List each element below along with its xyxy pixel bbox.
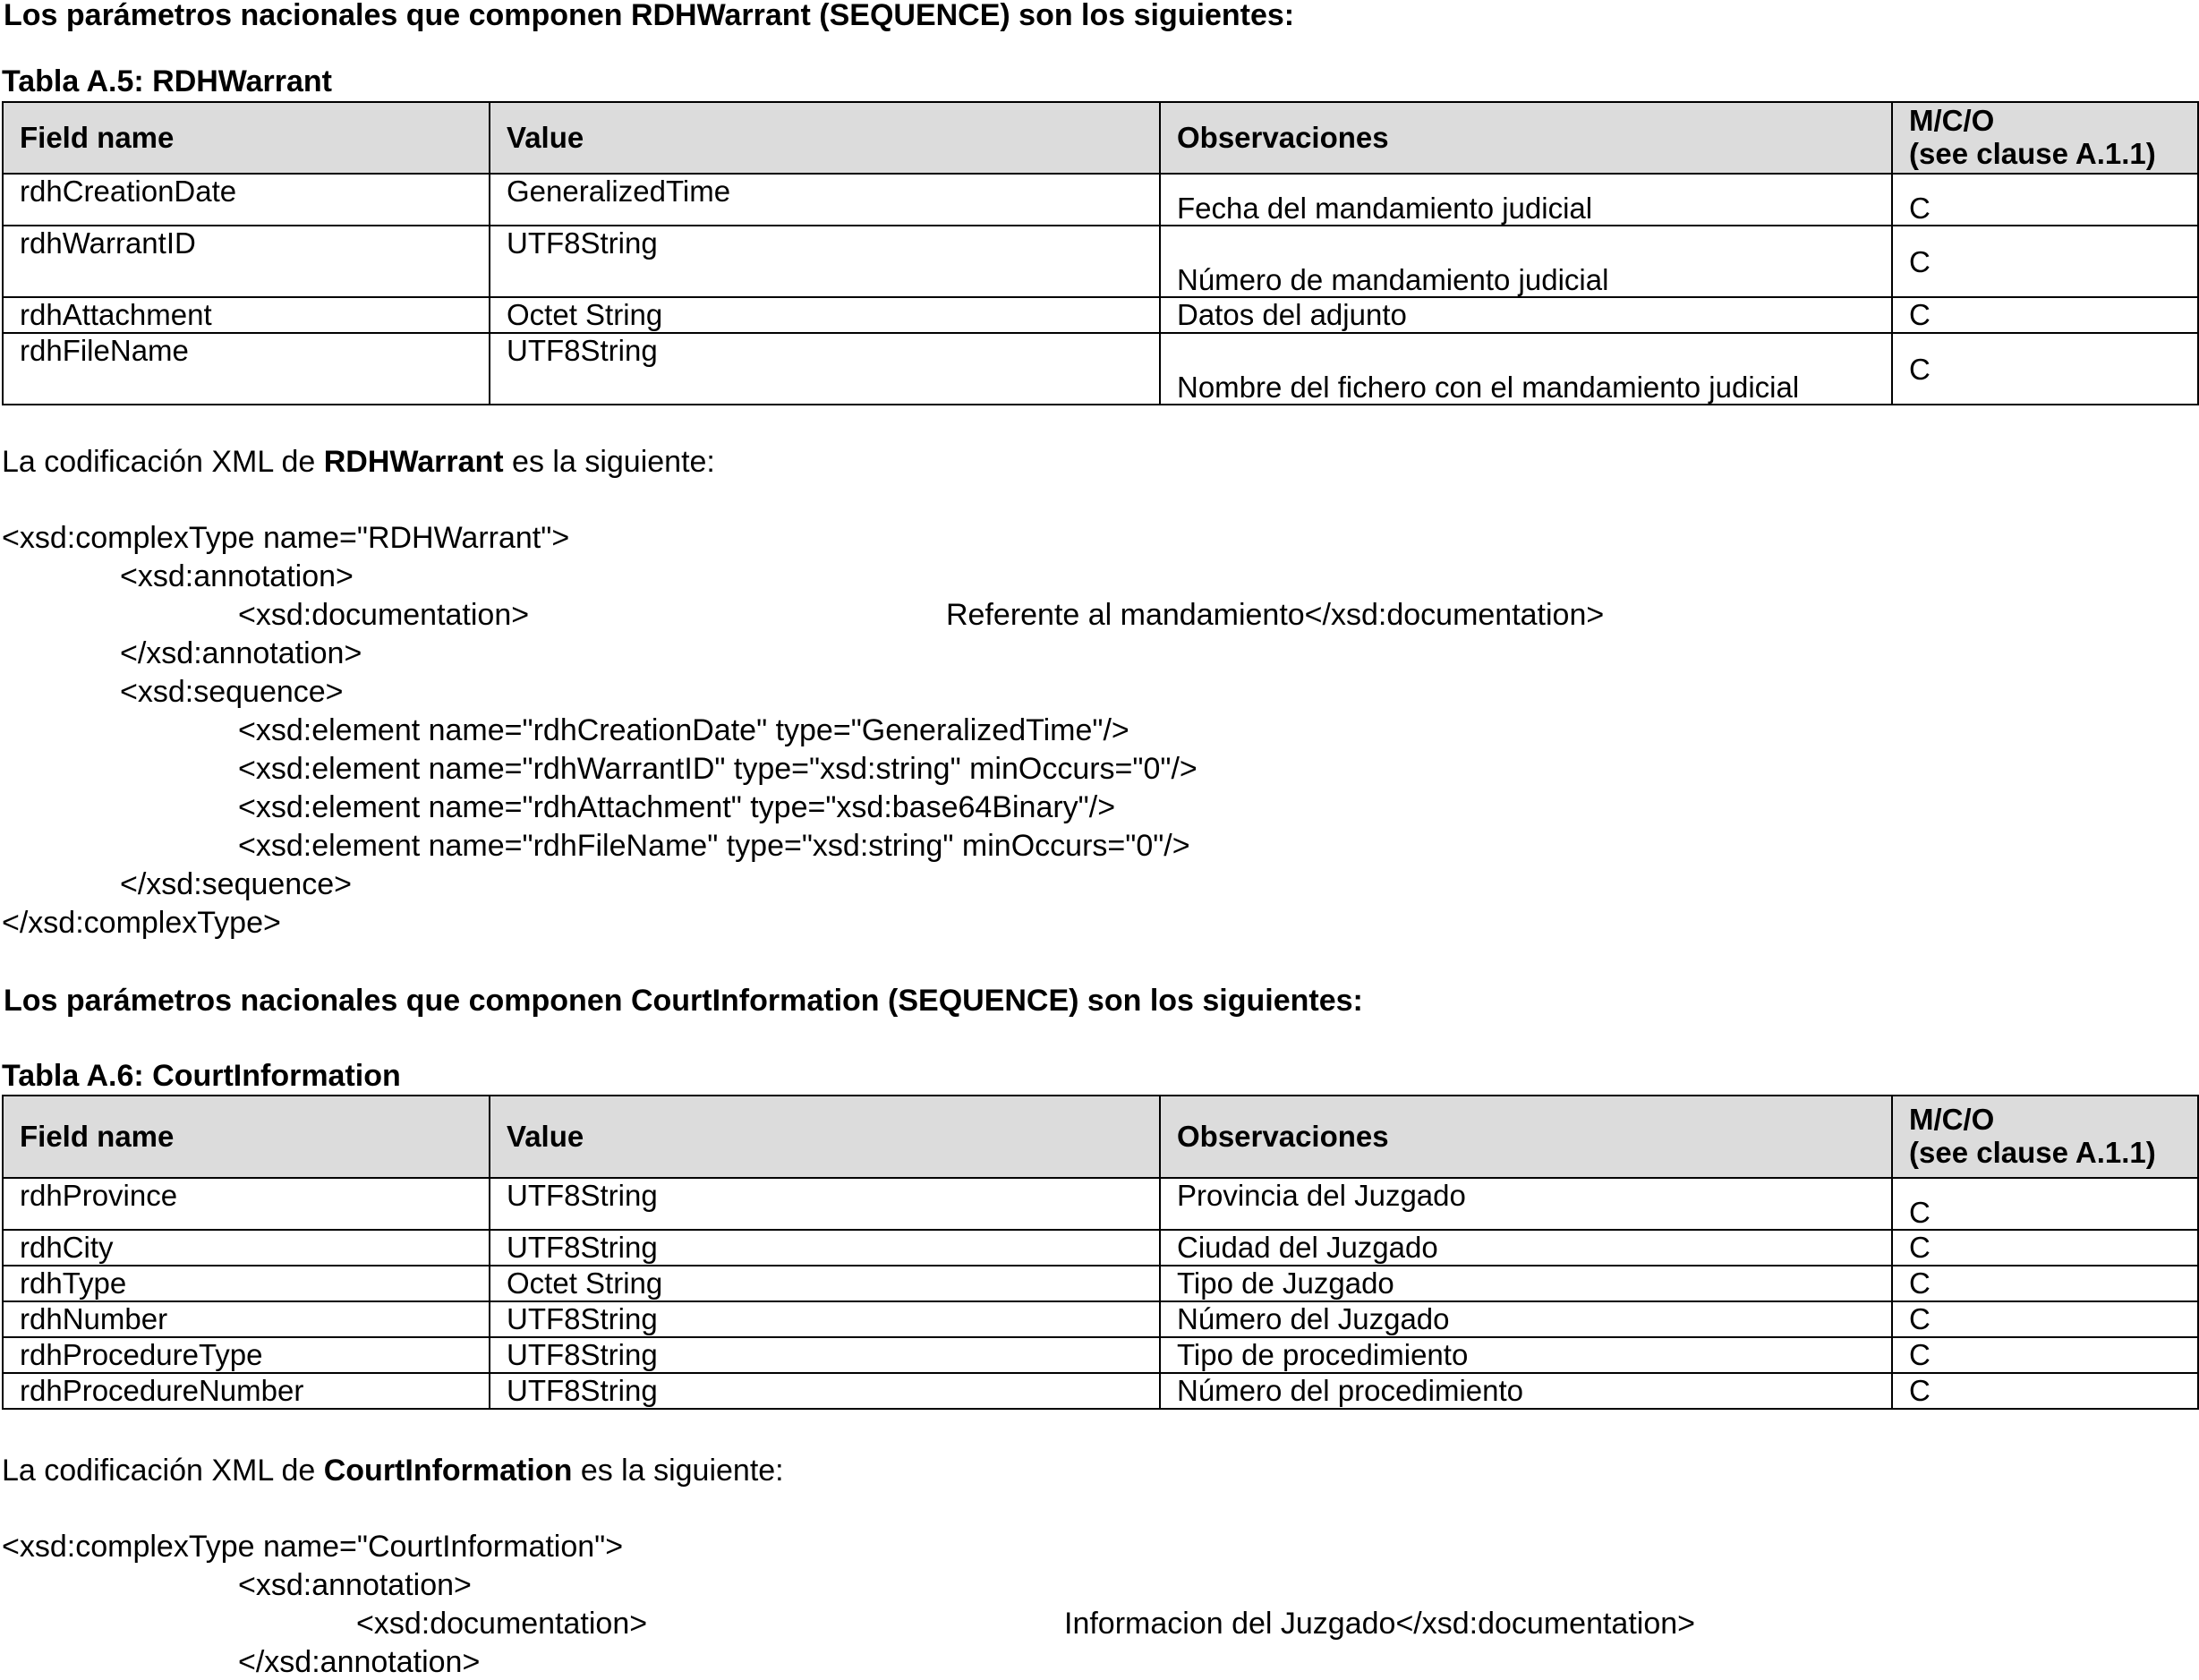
xml-line: </xsd:sequence> (120, 867, 352, 901)
intro-bold-term: CourtInformation (323, 1454, 573, 1488)
cell-value: UTF8String (490, 1373, 1160, 1409)
cell-value: Octet String (490, 1266, 1160, 1301)
intro-text-end: es la siguiente: (572, 1454, 784, 1488)
cell-mco: C (1892, 333, 2198, 405)
header-mco-line1: M/C/O (1909, 104, 1995, 138)
table-row (3, 333, 2198, 405)
xml-line: <xsd:element name="rdhFileName" type="xsd:string" minOccurs="0"/> (238, 829, 1190, 863)
cell-observacion: Número del procedimiento (1160, 1373, 1892, 1409)
intro-text: La codificación XML de (2, 1454, 324, 1488)
table-header-row (3, 1096, 2198, 1178)
section-heading-rdhwarrant: Los parámetros nacionales que componen RDHWarrant (SEQUENCE) son los siguientes: (4, 0, 1295, 32)
cell-mco: C (1892, 297, 2198, 333)
table-rdhwarrant (2, 101, 2199, 405)
xml-line: <xsd:element name="rdhWarrantID" type="xsd:string" minOccurs="0"/> (238, 752, 1198, 786)
xml-line: <xsd:sequence> (120, 675, 344, 709)
cell-field: rdhCreationDate (3, 174, 490, 226)
xml-line: <xsd:element name="rdhCreationDate" type="GeneralizedTime"/> (238, 713, 1129, 747)
table-caption-a6: Tabla A.6: CourtInformation (2, 1059, 401, 1093)
intro-text-end: es la siguiente: (503, 445, 715, 479)
cell-observacion: Fecha del mandamiento judicial (1160, 174, 1892, 226)
cell-value: Octet String (490, 297, 1160, 333)
intro-bold-term: RDHWarrant (323, 445, 504, 479)
table-row (3, 1301, 2198, 1337)
cell-field: rdhNumber (3, 1301, 490, 1337)
cell-observacion: Nombre del fichero con el mandamiento judicial (1160, 333, 1892, 405)
header-value: Value (490, 102, 1160, 174)
cell-field: rdhProcedureType (3, 1337, 490, 1373)
cell-observacion: Número del Juzgado (1160, 1301, 1892, 1337)
cell-value: UTF8String (490, 1230, 1160, 1266)
table-row (3, 174, 2198, 226)
section-heading-courtinformation: Los parámetros nacionales que componen CourtInformation (SEQUENCE) son los siguientes: (4, 984, 1363, 1018)
cell-value: UTF8String (490, 1301, 1160, 1337)
cell-mco: C (1892, 174, 2198, 226)
cell-field: rdhProvince (3, 1178, 490, 1230)
cell-value: UTF8String (490, 1178, 1160, 1230)
cell-field: rdhProcedureNumber (3, 1373, 490, 1409)
xml-line: Informacion del Juzgado</xsd:documentation> (1064, 1607, 1696, 1641)
xml-line: <xsd:documentation> (356, 1607, 648, 1641)
header-mco-line2: (see clause A.1.1) (1909, 1136, 2156, 1169)
table-row (3, 1230, 2198, 1266)
xml-line: </xsd:complexType> (2, 906, 281, 940)
cell-value: UTF8String (490, 333, 1160, 405)
cell-mco: C (1892, 1230, 2198, 1266)
table-header-row (3, 102, 2198, 174)
cell-mco: C (1892, 1337, 2198, 1373)
xml-line: <xsd:element name="rdhAttachment" type="xsd:base64Binary"/> (238, 790, 1116, 824)
table-row (3, 297, 2198, 333)
table-row (3, 226, 2198, 297)
cell-field: rdhType (3, 1266, 490, 1301)
xml-line: <xsd:documentation> (238, 598, 530, 632)
cell-observacion: Ciudad del Juzgado (1160, 1230, 1892, 1266)
cell-field: rdhAttachment (3, 297, 490, 333)
table-row (3, 1337, 2198, 1373)
cell-field: rdhCity (3, 1230, 490, 1266)
xml-line: <xsd:annotation> (120, 559, 354, 593)
xml-line: Referente al mandamiento</xsd:documentation> (946, 598, 1605, 632)
table-row (3, 1266, 2198, 1301)
table-courtinformation (2, 1095, 2199, 1410)
cell-observacion: Provincia del Juzgado (1160, 1178, 1892, 1230)
header-value: Value (490, 1096, 1160, 1178)
xml-line: <xsd:annotation> (238, 1568, 472, 1602)
header-mco-line2: (see clause A.1.1) (1909, 137, 2156, 170)
cell-observacion: Tipo de procedimiento (1160, 1337, 1892, 1373)
header-mco-line1: M/C/O (1909, 1103, 1995, 1137)
xml-intro-rdhwarrant (2, 447, 715, 477)
cell-mco: C (1892, 1178, 2198, 1230)
xml-line: <xsd:complexType name="CourtInformation"> (2, 1530, 624, 1564)
cell-observacion: Datos del adjunto (1160, 297, 1892, 333)
header-field-name: Field name (3, 1096, 490, 1178)
cell-observacion: Número de mandamiento judicial (1160, 226, 1892, 297)
cell-value: GeneralizedTime (490, 174, 1160, 226)
xml-intro-courtinformation (2, 1455, 784, 1486)
cell-mco: C (1892, 1266, 2198, 1301)
table-row (3, 1373, 2198, 1409)
cell-mco: C (1892, 1373, 2198, 1409)
cell-mco: C (1892, 226, 2198, 297)
table-row (3, 1178, 2198, 1230)
header-field-name: Field name (3, 102, 490, 174)
cell-value: UTF8String (490, 226, 1160, 297)
cell-observacion: Tipo de Juzgado (1160, 1266, 1892, 1301)
header-observaciones: Observaciones (1160, 102, 1892, 174)
xml-line: </xsd:annotation> (238, 1645, 481, 1679)
header-observaciones: Observaciones (1160, 1096, 1892, 1178)
cell-value: UTF8String (490, 1337, 1160, 1373)
cell-mco: C (1892, 1301, 2198, 1337)
cell-field: rdhFileName (3, 333, 490, 405)
cell-field: rdhWarrantID (3, 226, 490, 297)
xml-line: <xsd:complexType name="RDHWarrant"> (2, 521, 570, 555)
table-caption-a5: Tabla A.5: RDHWarrant (2, 64, 333, 98)
header-mco (1892, 1096, 2198, 1178)
intro-text: La codificación XML de (2, 445, 324, 479)
xml-line: </xsd:annotation> (120, 636, 362, 670)
header-mco (1892, 102, 2198, 174)
